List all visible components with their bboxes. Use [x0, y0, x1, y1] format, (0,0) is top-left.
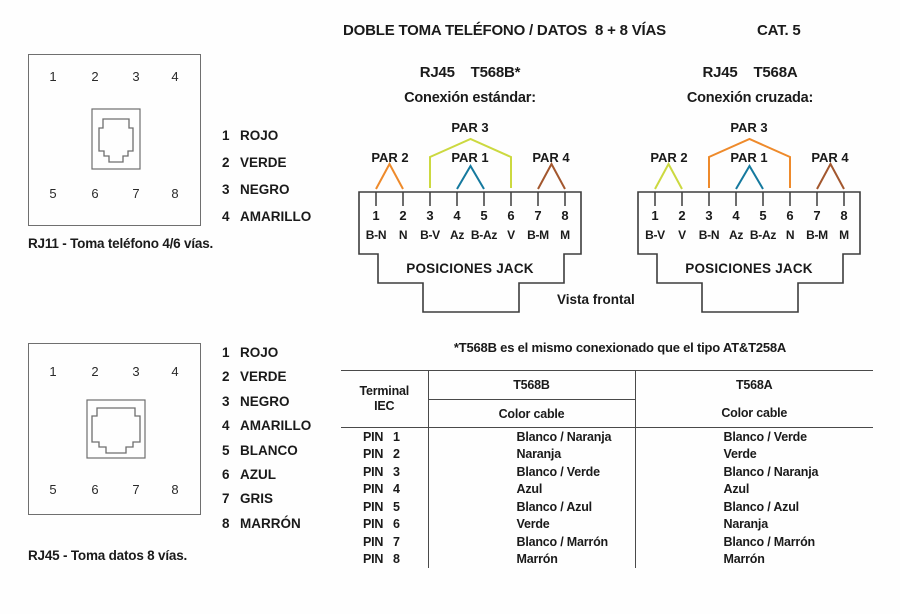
pair2-bracket: [655, 164, 682, 189]
pin-2: 2 N: [398, 208, 408, 242]
plate-position-number: 3: [132, 364, 140, 379]
pin-ticks: [655, 192, 844, 206]
pin-ticks: [376, 192, 565, 206]
pair1-bracket: [457, 166, 484, 189]
diagram-t568a-heading: RJ45 T568A: [702, 64, 798, 81]
plate-position-number: 8: [171, 482, 179, 497]
plate-position-number: 1: [49, 364, 57, 379]
legend-item: 3 NEGRO: [222, 393, 290, 409]
pin-5: 5 B-Az: [749, 208, 777, 242]
pair3-label: PAR 3: [451, 120, 489, 135]
category-label: CAT. 5: [757, 22, 801, 39]
pin-4: 4 Az: [449, 208, 465, 242]
pin-8: 8 M: [839, 208, 849, 242]
plate-position-number: 7: [132, 186, 140, 201]
table-row: PIN 5 Blanco / Azul Blanco / Azul: [341, 498, 873, 516]
rj45-caption: RJ45 - Toma datos 8 vías.: [28, 548, 188, 563]
legend-item: 4 AMARILLO: [222, 418, 312, 434]
rj45-color-legend: [222, 341, 311, 536]
pin-5: 5 B-Az: [470, 208, 498, 242]
table-corner-header: Terminal IEC: [341, 371, 428, 428]
t568b-wiring-diagram: [345, 115, 645, 315]
diagram-t568a-subheading: Conexión cruzada:: [686, 90, 814, 106]
t568b-note: *T568B es el mismo conexionado que el tipo AT&T258A: [453, 340, 787, 355]
pair2-bracket: [376, 164, 403, 189]
pair4-label: PAR 4: [811, 150, 849, 165]
pair4-bracket: [538, 164, 565, 189]
plate-position-number: 2: [91, 69, 99, 84]
pin-6: 6 V: [507, 208, 515, 242]
legend-item: 1 ROJO: [222, 345, 279, 360]
wiring-comparison-table: [341, 370, 873, 568]
legend-item: 6 AZUL: [222, 466, 276, 482]
table-row: PIN 6 Verde Naranja: [341, 516, 873, 534]
plate-position-number: 4: [171, 364, 179, 379]
rj11-wall-plate: [28, 54, 201, 226]
legend-item: 5 BLANCO: [222, 442, 298, 458]
t568a-wiring-diagram: [624, 115, 900, 315]
plate-position-number: 8: [171, 186, 179, 201]
legend-item: 7 GRIS: [222, 491, 274, 507]
diagram-t568b-subheading: Conexión estándar:: [404, 90, 536, 106]
pair1-label: PAR 1: [730, 150, 768, 165]
pair4-bracket: [817, 164, 844, 189]
legend-item: 1 ROJO: [222, 128, 279, 143]
plate-position-number: 3: [132, 69, 140, 84]
plate-position-number: 5: [49, 186, 57, 201]
table-row: PIN 7 Blanco / Marrón Blanco / Marrón: [341, 533, 873, 551]
rj45-jack-icon: [86, 399, 146, 459]
jack-positions-label: POSICIONES JACK: [406, 261, 534, 276]
plate-position-number: 1: [49, 69, 57, 84]
table-row: PIN 8 Marrón Marrón: [341, 551, 873, 569]
table-row: PIN 1 Blanco / Naranja Blanco / Verde: [341, 428, 873, 446]
legend-item: 3 NEGRO: [222, 182, 290, 197]
page-title: DOBLE TOMA TELÉFONO / DATOS 8 + 8 VÍAS: [343, 22, 666, 39]
plate-position-number: 4: [171, 69, 179, 84]
jack-positions-label: POSICIONES JACK: [685, 261, 813, 276]
subheader-color-cable-t568a: Color cable: [635, 400, 873, 428]
column-header-t568a: T568A: [635, 371, 873, 400]
plate-position-number: 2: [91, 364, 99, 379]
pair4-label: PAR 4: [532, 150, 570, 165]
pin-2: 2 V: [678, 208, 686, 242]
legend-item: 2 VERDE: [222, 155, 287, 170]
rj45-wall-plate: [28, 343, 201, 515]
subheader-color-cable-t568b: Color cable: [428, 400, 635, 428]
plate-position-number: 6: [91, 186, 99, 201]
legend-item: 4 AMARILLO: [222, 209, 312, 224]
pin-1: 1 B-V: [645, 208, 665, 242]
pin-6: 6 N: [785, 208, 795, 242]
legend-item: 2 VERDE: [222, 369, 287, 385]
pin-3: 3 B-V: [420, 208, 440, 242]
pin-4: 4 Az: [728, 208, 744, 242]
pin-7: 7 B-M: [527, 208, 549, 242]
pair2-label: PAR 2: [371, 150, 409, 165]
legend-item: 8 MARRÓN: [222, 515, 301, 531]
pin-7: 7 B-M: [806, 208, 828, 242]
rj11-jack-icon: [91, 108, 141, 170]
table-row: PIN 4 Azul Azul: [341, 481, 873, 499]
diagram-t568b-heading: RJ45 T568B*: [419, 64, 521, 81]
table-row: PIN 2 Naranja Verde: [341, 446, 873, 464]
pair1-label: PAR 1: [451, 150, 489, 165]
rj11-color-legend: [222, 122, 311, 230]
plate-position-number: 7: [132, 482, 140, 497]
plate-position-number: 5: [49, 482, 57, 497]
pin-1: 1 B-N: [365, 208, 387, 242]
front-view-label: Vista frontal: [557, 292, 635, 307]
pin-3: 3 B-N: [698, 208, 720, 242]
pair3-label: PAR 3: [730, 120, 768, 135]
pair2-label: PAR 2: [650, 150, 688, 165]
column-header-t568b: T568B: [428, 371, 635, 400]
table-row: PIN 3 Blanco / Verde Blanco / Naranja: [341, 463, 873, 481]
rj11-caption: RJ11 - Toma teléfono 4/6 vías.: [28, 236, 214, 251]
pin-8: 8 M: [560, 208, 570, 242]
pair1-bracket: [736, 166, 763, 189]
plate-position-number: 6: [91, 482, 99, 497]
